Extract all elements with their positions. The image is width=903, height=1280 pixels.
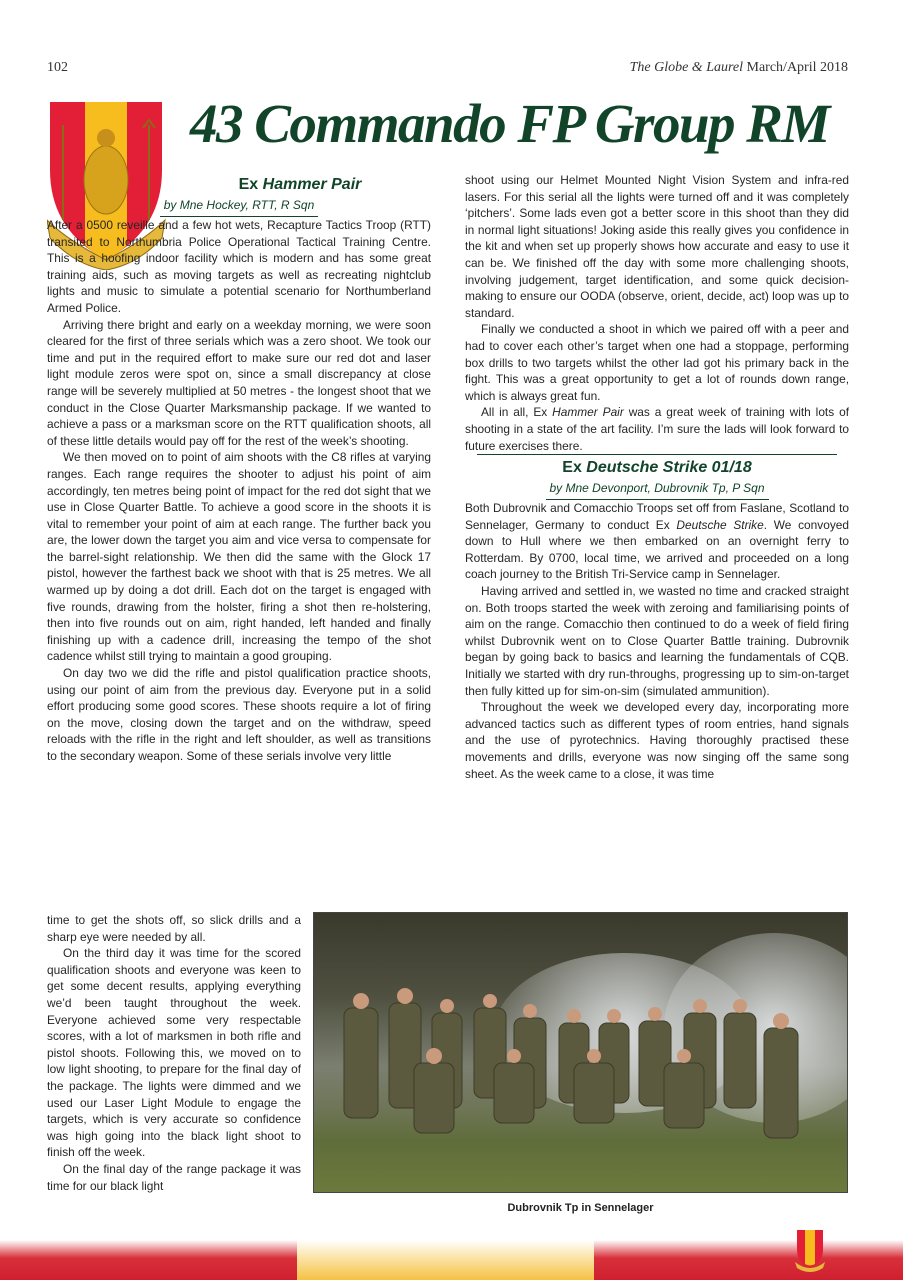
photo-caption: Dubrovnik Tp in Sennelager [507, 1202, 654, 1214]
byline [47, 196, 431, 217]
footer-band-yellow [297, 1240, 594, 1280]
paragraph [465, 500, 849, 583]
footer-crest-icon [795, 1230, 825, 1272]
paragraph: Finally we conducted a shoot in which we paired off with a peer and had to cover each other’s target when one had a stoppage, performing box drills to two targets whilst the other lad got his primary back in the fight. This was a great opportunity to get a lot of rounds down range, which is always great fun. [465, 322, 849, 403]
article-column-right [465, 172, 849, 907]
paragraph: On day two we did the rifle and pistol qualification practice shoots, using our point of aim from the previous day. Everyone put in a solid effort producing some good scores. These shoots require a lot of firing on the move, closing down the target and on the withdraw, speed reloads with the rifle in the right and left shoulder, as well as transitions to the secondary weapon. Some of these serials involve very little [47, 666, 431, 763]
article-heading [465, 457, 849, 479]
publication-name: The Globe & Laurel [629, 60, 744, 75]
issue-date: March/April 2018 [746, 60, 848, 75]
heading-name: Hammer Pair [262, 176, 362, 193]
footer-band-red [0, 1240, 297, 1280]
text: Both Dubrovnik and Comacchio Troops set off from Faslane, Scotland to Sennelager, Germany to conduct Ex [465, 501, 849, 532]
paragraph: Arriving there bright and early on a weekday morning, we were soon cleared for the first of three serials which was a zero shoot. We took our time and put in the required effort to make sure our red dot and laser light module zeros were spot on, since a small discrepancy at close range will be severely multiplied at 50 metres - the longest shoot that we conduct in the Close Quarter Marksmanship package. If we wanted to achieve a pass or a marksman score on the RTT qualification shoots, all of these little details would pay off for the rest of the week’s shooting. [47, 317, 431, 448]
paragraph: After a 0500 reveille and a few hot wets, Recapture Tactics Troop (RTT) transited to Northumbria Police Operational Tactical Training Centre. This is a hoofing indoor facility which is modern and has some great training aids, such as moving targets as well as recreating nightclub lights and music to simulate a potential scenario for Northumberland Armed Police. [47, 218, 431, 315]
footer-band-red [594, 1240, 903, 1280]
heading-name: Deutsche Strike 01/18 [586, 459, 752, 477]
paragraph: time to get the shots off, so slick drills and a sharp eye were needed by all. [47, 913, 301, 944]
byline-text: by Mne Devonport, Dubrovnik Tp, P Sqn [546, 479, 769, 500]
running-header [630, 60, 848, 76]
byline [465, 479, 849, 500]
section-divider [477, 454, 837, 455]
exercise-name: Deutsche Strike [676, 517, 764, 532]
page-number: 102 [47, 60, 68, 75]
byline-text: by Mne Hockey, RTT, R Sqn [160, 196, 319, 217]
heading-prefix: Ex [238, 176, 263, 193]
paragraph: Having arrived and settled in, we wasted no time and cracked straight on. Both troops started the week with zeroing and familiarising points of aim on the range. Comacchio then continued to do a week of field firing whilst Dubrovnik went on to Close Quarter Battle training. Dubrovnik began by going back to basics and learning the fundamentals of CQB. Initially we started with dry run-throughs, progressing up to sim-on-target then fully kitted up for sim-on-sim (simulated ammunition). [465, 584, 849, 698]
soldiers-figures [314, 913, 848, 1193]
paragraph: We then moved on to point of aim shoots with the C8 rifles at varying ranges. Each range requires the shooter to adjust his point of aim accordingly, ten metres being point of impact for the red dot sight that we use in Close Quarter Battle. To achieve a good score in the shoots it is vital to remember your point of aim at each range. The further back you are, the lower down the target you aim and vice versa to compensate for the barrel-sight relationship. We then did the same with the Glock 17 pistol, however the farthest back we shoot with that is 25 metres. We all warmed up by doing a dot drill. Each dot on the target is engaged with five rounds, drawing from the holster, firing a shot then re-holstering, then into five rounds out on aim, right handed, left handed and finally finishing up with a cadence drill, increasing the tempo of the shot cadence whilst still trying to maintain a good grouping. [47, 450, 431, 664]
exercise-name: Hammer Pair [552, 405, 624, 420]
paragraph: Throughout the week we developed every day, incorporating more advanced tactics such as different types of room entries, hand signals and the use of pyrotechnics. Having thoroughly practised these movements and drills, everyone was now singing off the same song sheet. As the week came to a close, it was time [465, 700, 849, 781]
paragraph: On the final day of the range package it was time for our black light [47, 1161, 301, 1193]
article-column-left [47, 172, 431, 912]
crest-wrap-spacer [47, 172, 163, 194]
page-title: 43 Commando FP Group RM [190, 93, 829, 154]
paragraph: On the third day it was time for the scored qualification shoots and everyone was keen to get some decent results, applying everything we’d been taught throughout the week. Everyone achieved some very respectable scores, with a lot of marksmen in both rifle and pistol shoots. Following this, we moved on to low light shooting, to prepare for the final day of the package. The lights were dimmed and we used our Laser Light Module to engage the targets, which is very accurate so confidence was high going into the black light shoot to finish off the week. [47, 946, 301, 1160]
paragraph [465, 404, 849, 454]
paragraph: shoot using our Helmet Mounted Night Vision System and infra-red lasers. For this serial all the lights were turned off and it was completely ‘pitchers’. Some lads even got a better score in this shoot than they did in normal light situations! Joking aside this really gives you confidence in the kit and when set up properly shows how accurate and easy to use it can be. We finished off the day with some more challenging shoots, involving judgement, target identification, and some quick decision-making to ensure our OODA (observe, orient, decide, act) loop was up to standard. [465, 173, 849, 320]
article-column-left-lower [47, 912, 301, 1232]
text: All in all, Ex [481, 405, 553, 420]
text: was a great week of training with lots of shooting in a state of the art facility. I’m sure the lads will look forward to future exercises there. [465, 405, 849, 453]
group-photo [313, 912, 848, 1193]
heading-prefix: Ex [562, 459, 587, 477]
text: . We convoyed down to Hull where we then embarked on an overnight ferry to Rotterdam. By 0700, local time, we arrived and proceeded on a long coach journey to the British Tri-Service camp in Sennelager. [465, 517, 849, 582]
